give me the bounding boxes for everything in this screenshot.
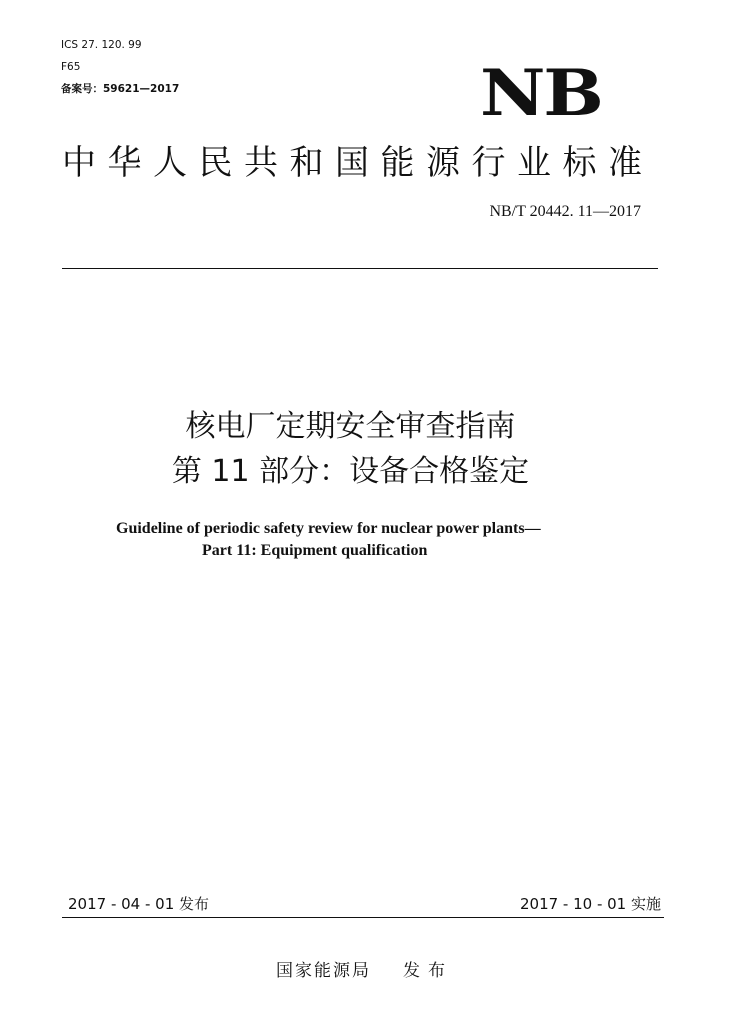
ccs-code: F65: [61, 61, 81, 73]
standard-type-char: 和: [289, 143, 324, 183]
standard-type-title: [62, 143, 642, 183]
standard-type-char: 中: [62, 143, 96, 183]
standard-type-char: 国: [335, 143, 369, 183]
title-chinese-line-2: 第 11 部分：设备合格鉴定: [171, 454, 530, 489]
filing-number: 备案号：59621—2017: [61, 83, 180, 95]
title-english-line-2: Part 11: Equipment qualification: [202, 542, 428, 559]
standard-type-char: 人: [153, 143, 187, 183]
standard-type-char: 标: [562, 143, 597, 183]
date-divider: [62, 917, 664, 918]
standard-type-char: 华: [107, 143, 142, 183]
standard-type-char: 民: [198, 143, 233, 183]
implementation-date: 2017 - 10 - 01 实施: [519, 895, 661, 913]
standard-type-char: 业: [517, 143, 551, 183]
nb-logo: NB: [480, 56, 602, 131]
issue-date: 2017 - 04 - 01 发布: [68, 895, 210, 913]
issue-action: 发布: [403, 961, 453, 981]
issuing-organization: 国家能源局: [276, 961, 371, 981]
title-english-line-1: Guideline of periodic safety review for nuclear power plants—: [116, 520, 541, 537]
header-divider: [62, 268, 658, 269]
title-chinese-line-1: 核电厂定期安全审查指南: [185, 409, 516, 444]
standard-type-char: 行: [471, 143, 506, 183]
issuer-line: [0, 963, 729, 980]
standard-number: NB/T 20442. 11—2017: [489, 203, 641, 220]
standard-type-char: 能: [380, 143, 415, 183]
standard-type-char: 准: [608, 143, 642, 183]
standard-type-char: 源: [426, 143, 460, 183]
ics-code: ICS 27. 120. 99: [61, 39, 142, 51]
standard-type-char: 共: [244, 143, 278, 183]
